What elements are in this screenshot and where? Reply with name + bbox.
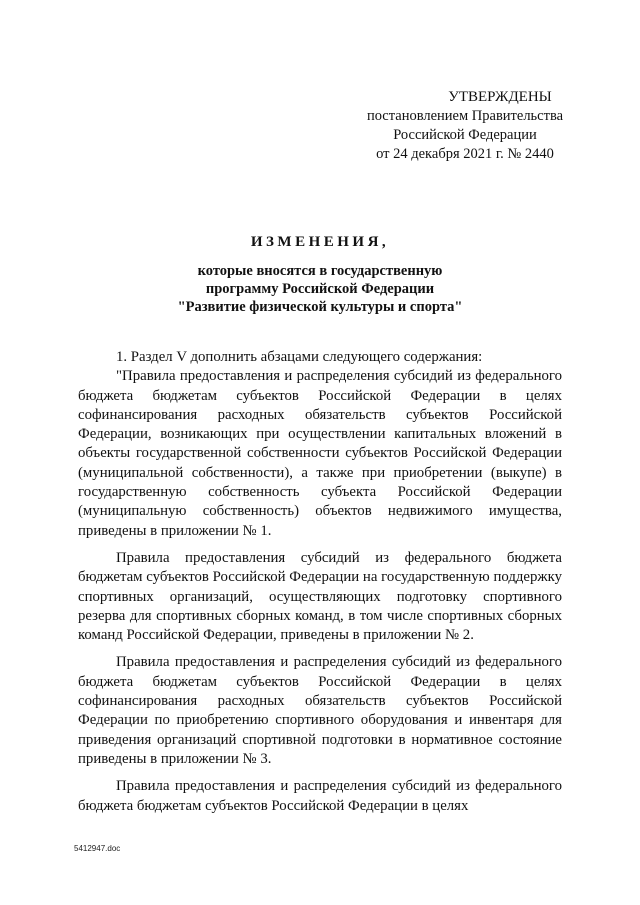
approval-line-1: постановлением Правительства [366, 108, 564, 124]
title-line-1: которые вносятся в государственную [197, 263, 443, 279]
document-file-id: 5412947.doc [74, 844, 121, 853]
title-line-3: "Развитие физической культуры и спорта" [177, 299, 463, 315]
approval-line-3: от 24 декабря 2021 г. № 2440 [376, 146, 554, 162]
paragraph-3: Правила предоставления субсидий из федерального бюджета бюджетам субъектов Российской Федерации на государственную поддержку спортивных организаций, осуществляющих подготовку спортивного резерва для спортивных сборных команд, в том числе спортивных сборных команд Российской Федерации, приведены в приложении № 2. [78, 549, 562, 644]
document-title [120, 232, 520, 316]
paragraph-5: Правила предоставления и распределения субсидий из федерального бюджета бюджетам субъектов Российской Федерации в целях [78, 778, 562, 814]
approval-line-2: Российской Федерации [393, 127, 537, 143]
approval-block [340, 88, 590, 164]
paragraph-4: Правила предоставления и распределения субсидий из федерального бюджета бюджетам субъектов Российской Федерации в целях софинансирования расходных обязательств субъектов Российской Федерации по приобретению спортивного оборудования и инвентаря для приведения организаций спортивной подготовки в нормативное состояние приведены в приложении № 3. [78, 654, 562, 767]
title-line-2: программу Российской Федерации [205, 281, 435, 297]
paragraph-2: "Правила предоставления и распределения субсидий из федерального бюджета бюджетам субъектов Российской Федерации в целях софинансирования расходных обязательств субъектов Российской Федерации, возникающих при осуществлении капитальных вложений в объекты государственной собственности субъектов Российской Федерации (муниципальной собственности), а также при приобретении (выкупе) в государственную собственность субъекта Российской Федерации (муниципальную собственность) объектов недвижимого имущества, приведены в приложении № 1. [78, 368, 562, 539]
document-body [78, 348, 562, 816]
paragraph-1: 1. Раздел V дополнить абзацами следующего содержания: [116, 349, 483, 365]
title-heading: ИЗМЕНЕНИЯ, [250, 234, 390, 250]
approved-label: УТВЕРЖДЕНЫ [448, 89, 552, 105]
